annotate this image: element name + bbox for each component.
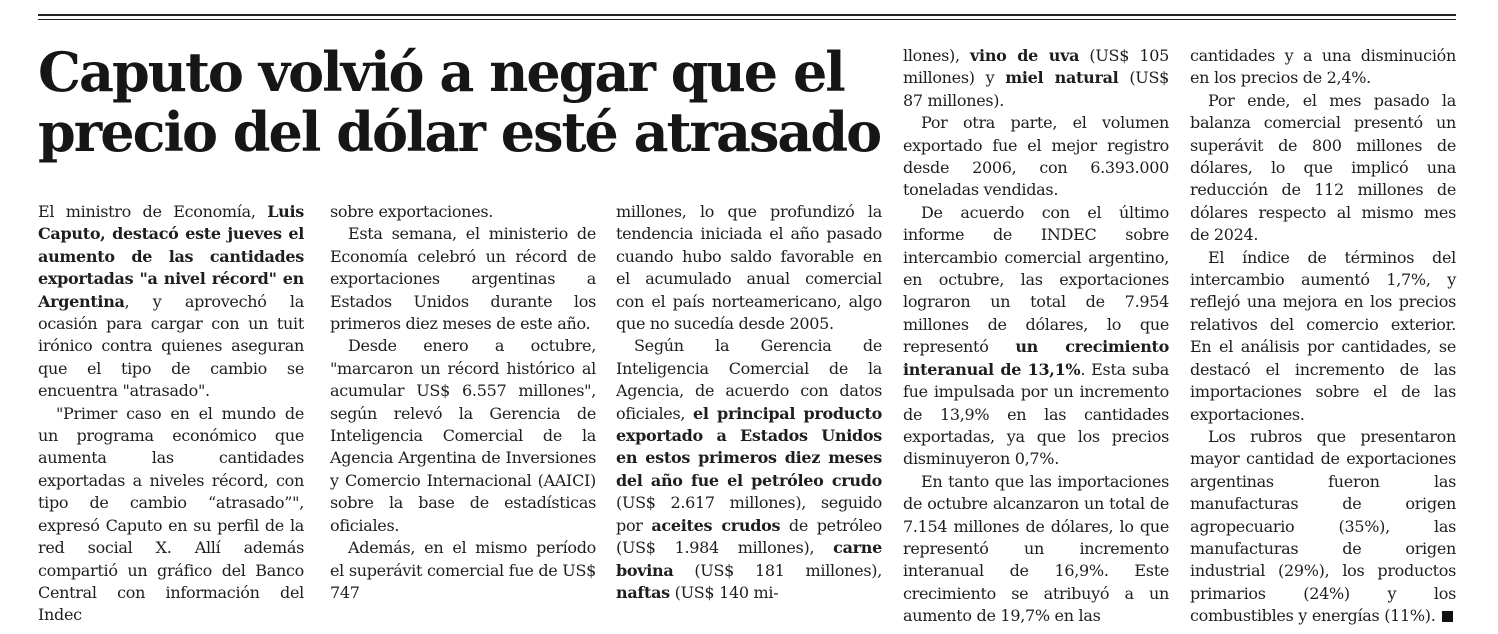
paragraph: Los rubros que presentaron mayor cantidad de exportaciones argentinas fueron las manufacturas de origen agropecuario (35%), las manufacturas de origen industrial (29%), los productos primarios (24%) y los combustibles y energías (11%). <box>1190 426 1456 626</box>
end-of-article-mark <box>1442 611 1453 622</box>
paragraph: millones, lo que profundizó la tendencia iniciada el año pasado cuando hubo saldo favorable en el acumulado anual comercial con el país norteamericano, algo que no sucedía desde 2005. <box>616 202 882 334</box>
paragraph: Según la Gerencia de Inteligencia Comercial de la Agencia, de acuerdo con datos oficiales, el principal producto exportado a Estados Unidos en estos primeros diez meses del año fue el petróleo crudo (US$ 2.617 millones), seguido por aceites crudos de petróleo (US$ 1.984 millones), carne bovina (US$ 181 millones), naftas (US$ 140 mi- <box>616 336 882 602</box>
paragraph: Desde enero a octubre, "marcaron un récord histórico al acumular US$ 6.557 millones", según relevó la Gerencia de Inteligencia Comercial de la Agencia Argentina de Inversiones y Comercio Internacional (AAICI) sobre la base de estadísticas oficiales. <box>330 336 596 535</box>
top-rule-thin <box>38 19 1456 20</box>
paragraph: Por otra parte, el volumen exportado fue el mejor registro desde 2006, con 6.393.000 toneladas vendidas. <box>903 113 1169 200</box>
article-column-3 <box>616 201 882 604</box>
article-headline: Caputo volvió a negar que el precio del dólar esté atrasado <box>38 40 881 164</box>
article-column-2 <box>330 201 596 604</box>
paragraph: cantidades y a una disminución en los precios de 2,4%. <box>1190 46 1456 88</box>
paragraph: sobre exportaciones. <box>330 202 494 221</box>
article-column-5 <box>1190 45 1456 628</box>
paragraph: llones), vino de uva (US$ 105 millones) y miel natural (US$ 87 millones). <box>903 46 1169 110</box>
article-column-1 <box>38 201 304 627</box>
paragraph: El índice de términos del intercambio aumentó 1,7%, y reflejó una mejora en los precios relativos del comercio exterior. En el análisis por cantidades, se destacó el incremento de las importaciones sobre el de las exportaciones. <box>1190 247 1456 424</box>
paragraph: Esta semana, el ministerio de Economía celebró un récord de exportaciones argentinas a Estados Unidos durante los primeros diez meses de este año. <box>330 224 596 334</box>
paragraph: El ministro de Economía, Luis Caputo, destacó este jueves el aumento de las cantidades exportadas "a nivel récord" en Argentina, y aprovechó la ocasión para cargar con un tuit irónico contra quienes aseguran que el tipo de cambio se encuentra "atrasado". <box>38 202 304 401</box>
top-rule <box>38 14 1456 16</box>
paragraph: En tanto que las importaciones de octubre alcanzaron un total de 7.154 millones de dólares, lo que representó un incremento interanual de 16,9%. Este crecimiento se atribuyó a un aumento de 19,7% en las <box>903 471 1169 626</box>
paragraph: "Primer caso en el mundo de un programa económico que aumenta las cantidades exportadas a niveles récord, con tipo de cambio “atrasado”", expresó Caputo en su perfil de la red social X. Allí además compartió un gráfico del Banco Central con información del Indec <box>38 403 304 625</box>
paragraph: Además, en el mismo período el superávit comercial fue de US$ 747 <box>330 538 596 602</box>
paragraph: De acuerdo con el último informe de INDEC sobre intercambio comercial argentino, en octubre, las exportaciones lograron un total de 7.954 millones de dólares, lo que representó un crecimiento interanual de 13,1%. Esta suba fue impulsada por un incremento de 13,9% en las cantidades exportadas, ya que los precios disminuyeron 0,7%. <box>903 202 1169 469</box>
paragraph: Por ende, el mes pasado la balanza comercial presentó un superávit de 800 millones de dólares, lo que implicó una reducción de 112 millones de dólares respecto al mismo mes de 2024. <box>1190 90 1456 245</box>
article-column-4 <box>903 45 1169 628</box>
